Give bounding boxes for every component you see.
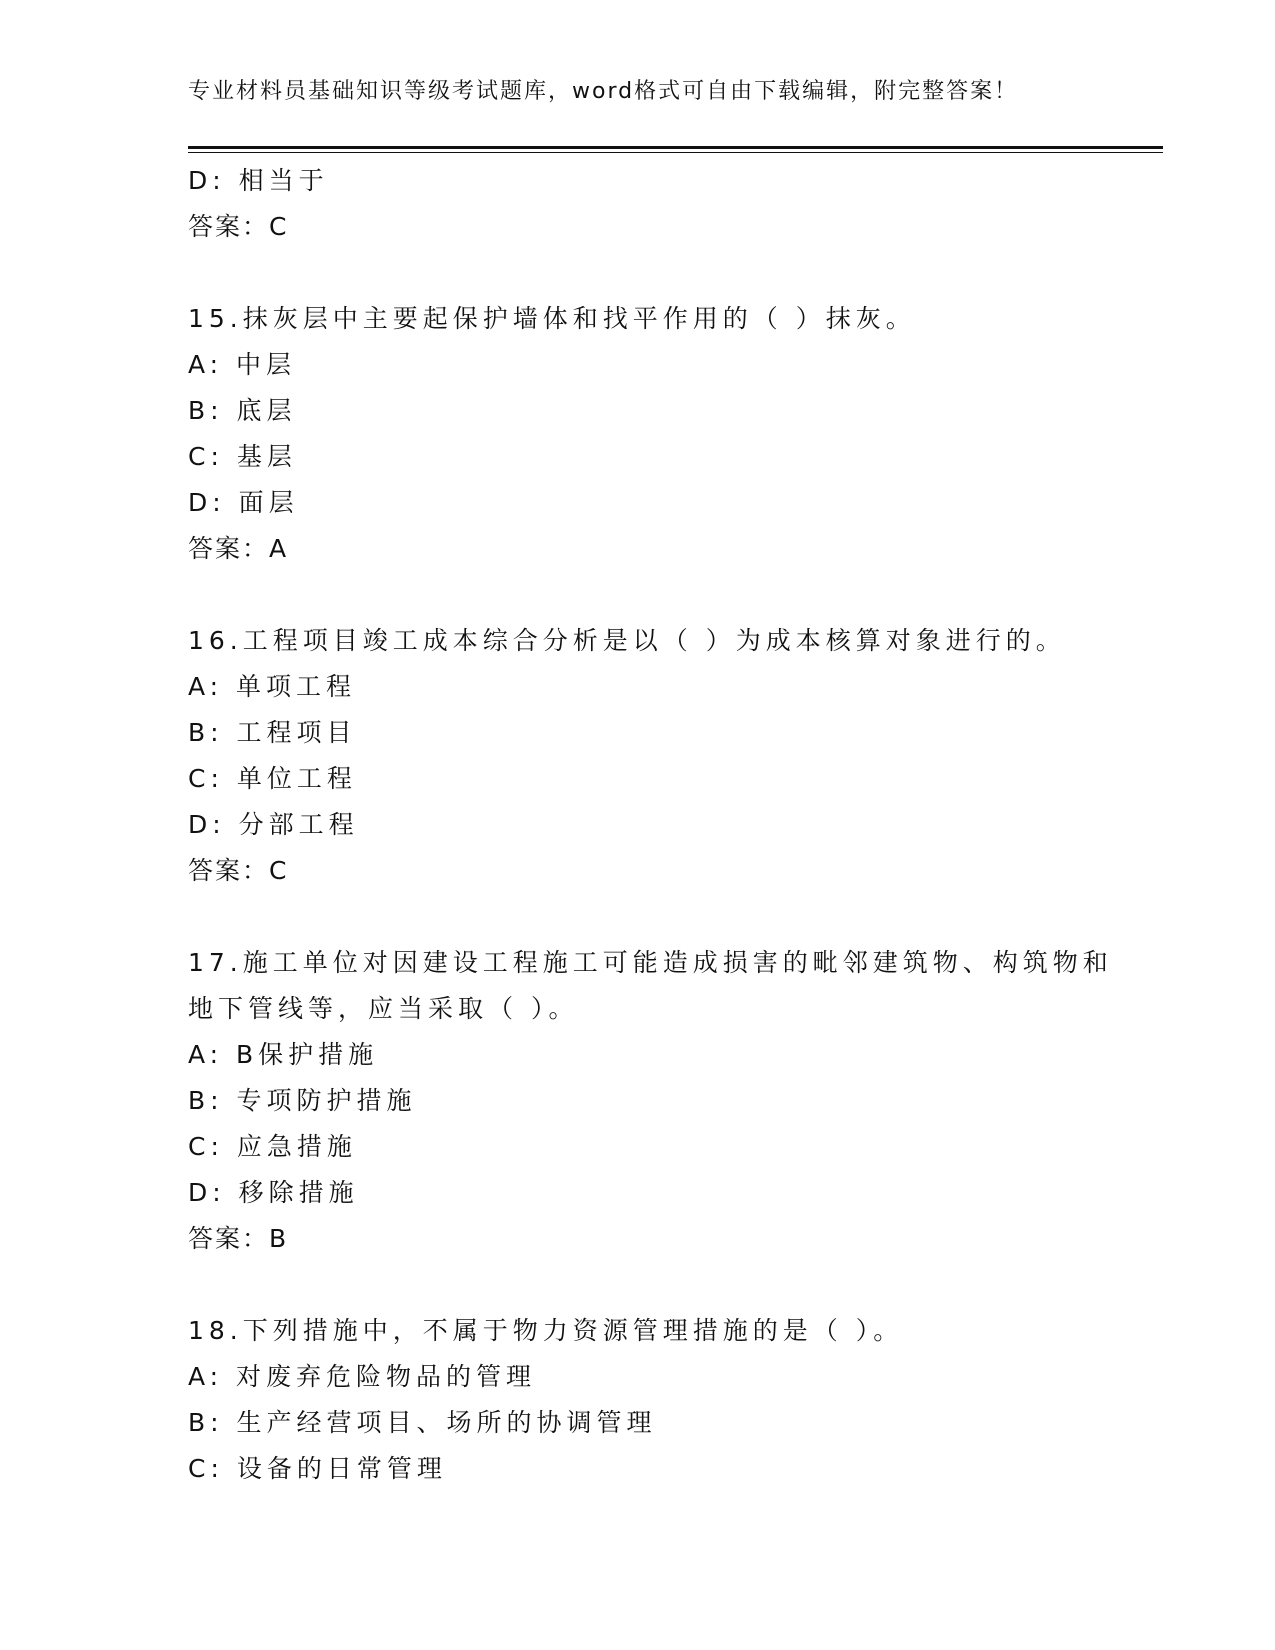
- option-line: A: 单项工程: [188, 672, 357, 701]
- option-line: D: 面层: [188, 488, 299, 517]
- option-line: B: 生产经营项目、场所的协调管理: [188, 1408, 657, 1437]
- answer-line: 答案：A: [188, 534, 289, 563]
- block-gap: [188, 572, 1148, 618]
- option-line: C: 基层: [188, 442, 297, 471]
- block-gap: [188, 894, 1148, 940]
- question-text: 15.抹灰层中主要起保护墙体和找平作用的（ ）抹灰。: [188, 304, 916, 333]
- option-line: B: 底层: [188, 396, 297, 425]
- block-gap: [188, 1262, 1148, 1308]
- option-line: D: 分部工程: [188, 810, 359, 839]
- option-line: C: 应急措施: [188, 1132, 357, 1161]
- option-line: D: 相当于: [188, 166, 329, 195]
- option-line: C: 设备的日常管理: [188, 1454, 447, 1483]
- header-rule: [188, 146, 1163, 153]
- block-gap: [188, 250, 1148, 296]
- option-line: D: 移除措施: [188, 1178, 359, 1207]
- answer-line: 答案：C: [188, 212, 289, 241]
- answer-line: 答案：C: [188, 856, 289, 885]
- question-text: 18.下列措施中，不属于物力资源管理措施的是（ ）。: [188, 1316, 904, 1345]
- question-text: 16.工程项目竣工成本综合分析是以（ ）为成本核算对象进行的。: [188, 626, 1066, 655]
- option-line: B: 工程项目: [188, 718, 357, 747]
- answer-line: 答案：B: [188, 1224, 289, 1253]
- question-text: 地下管线等，应当采取（ ）。: [188, 994, 579, 1023]
- page-header: 专业材料员基础知识等级考试题库，word格式可自由下载编辑，附完整答案！: [188, 79, 1019, 104]
- option-line: B: 专项防护措施: [188, 1086, 417, 1115]
- option-line: C: 单位工程: [188, 764, 357, 793]
- option-line: A: B保护措施: [188, 1040, 379, 1069]
- question-text: 17.施工单位对因建设工程施工可能造成损害的毗邻建筑物、构筑物和: [188, 948, 1113, 977]
- exam-content: [188, 158, 1148, 1492]
- option-line: A: 对废弃危险物品的管理: [188, 1362, 537, 1391]
- option-line: A: 中层: [188, 350, 297, 379]
